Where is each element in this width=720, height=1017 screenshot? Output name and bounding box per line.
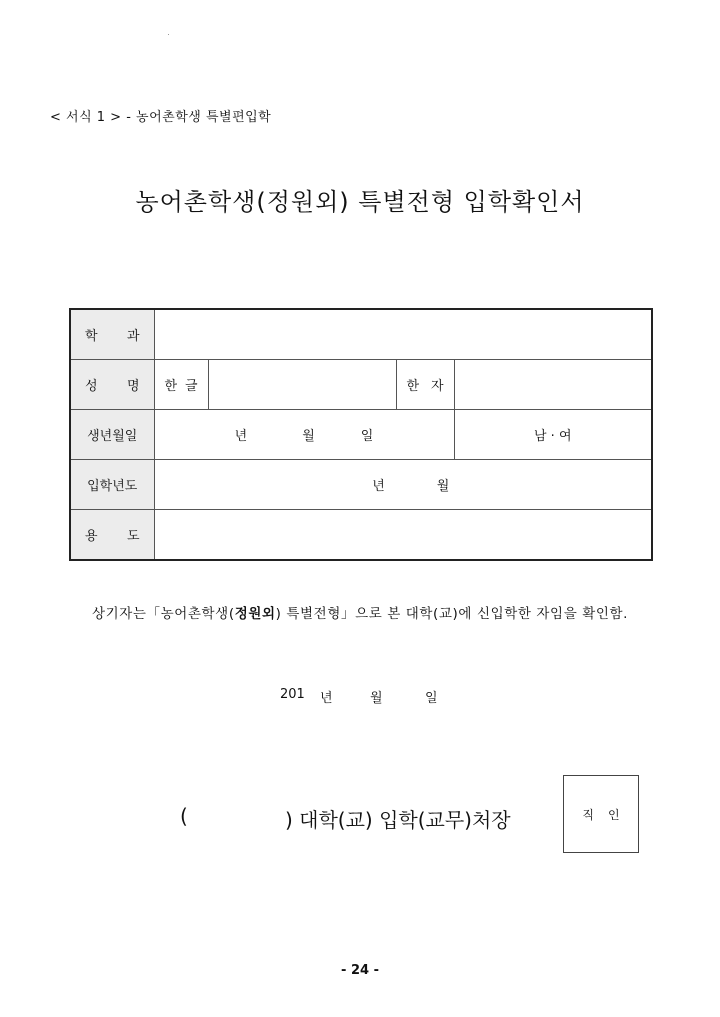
document-title: 농어촌학생(정원외) 특별전형 입학확인서 — [135, 188, 585, 216]
department-field[interactable] — [154, 309, 652, 360]
table-row-name — [70, 360, 652, 410]
scan-dot — [168, 34, 169, 35]
confirmation-statement: 상기자는「농어촌학생(정원외) 특별전형」으로 본 대학(교)에 신입학한 자임을 확인함. — [91, 606, 629, 622]
table-row-department — [70, 309, 652, 360]
hangul-name-field[interactable] — [208, 360, 396, 410]
table-row-birthdate — [70, 410, 652, 460]
birthdate-header: 생년월일 — [70, 410, 154, 460]
issue-year-unit: 년 — [320, 691, 333, 706]
purpose-header: 용 도 — [70, 510, 154, 561]
purpose-field[interactable] — [154, 510, 652, 561]
admit-year-unit: 년 — [372, 479, 385, 494]
admit-month-unit: 월 — [436, 479, 450, 494]
info-table — [69, 308, 653, 561]
issue-year: 201 — [280, 687, 305, 702]
form-number-label: < 서식 1 > - 농어촌학생 특별편입학 — [50, 110, 272, 125]
official-seal-box — [563, 775, 639, 853]
table-row-purpose — [70, 510, 652, 561]
birth-year-unit: 년 — [234, 429, 248, 444]
table-row-admission — [70, 460, 652, 510]
birth-month-unit: 월 — [302, 429, 315, 444]
issue-day-unit: 일 — [425, 691, 438, 706]
admission-year-field[interactable] — [154, 460, 652, 510]
hanja-name-field[interactable] — [454, 360, 652, 410]
birth-day-unit: 일 — [360, 429, 374, 444]
seal-label: 직인 — [582, 807, 634, 822]
birthdate-field[interactable] — [154, 410, 454, 460]
issue-month-unit: 월 — [370, 691, 383, 706]
hanja-label: 한 자 — [396, 360, 454, 410]
gender-field[interactable]: 남 · 여 — [454, 410, 652, 460]
admission-year-header: 입학년도 — [70, 460, 154, 510]
page-number: - 24 - — [341, 963, 379, 978]
hangul-label: 한 글 — [154, 360, 208, 410]
name-header: 성 명 — [70, 360, 154, 410]
department-header: 학 과 — [70, 309, 154, 360]
